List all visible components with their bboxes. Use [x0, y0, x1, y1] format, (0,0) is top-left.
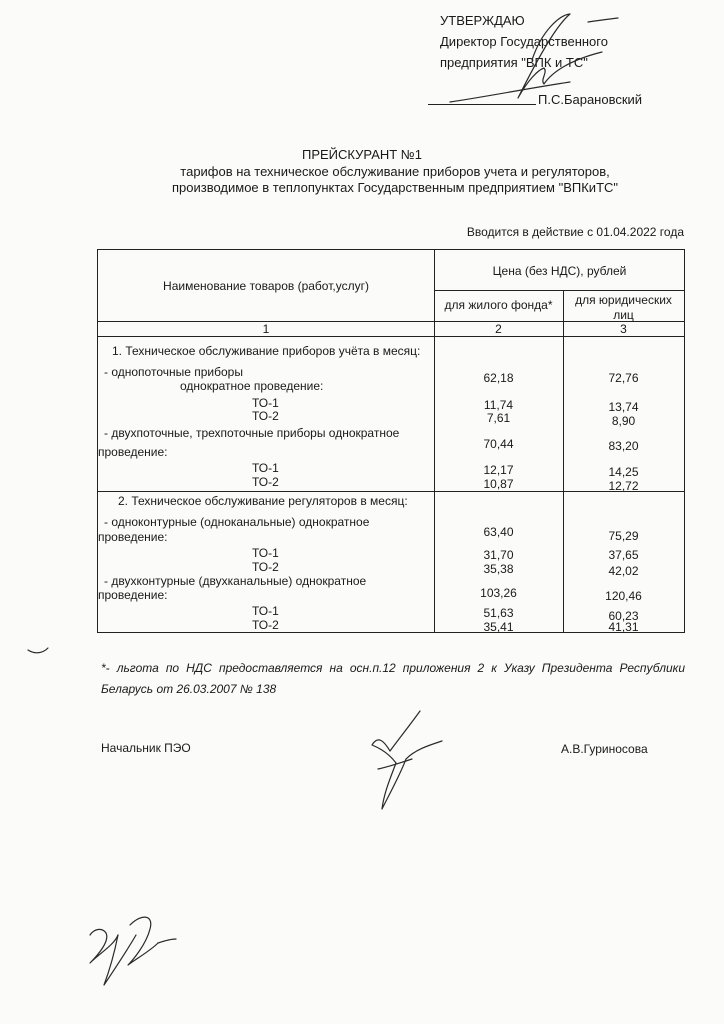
approval-position-line1: Директор Государственного — [440, 34, 608, 49]
s1-item1-to1: ТО-1 — [252, 396, 279, 410]
s2-item2-to1-res: 51,63 — [483, 606, 514, 620]
approval-word: УТВЕРЖДАЮ — [440, 13, 525, 28]
director-signature — [420, 10, 620, 120]
s1-item2-to2-legal: 12,72 — [608, 479, 639, 493]
s2-item2-label-line1: - двухконтурные (двухканальные) однократное — [104, 574, 367, 588]
s1-item2-to1-legal: 14,25 — [608, 465, 639, 479]
initials-signature — [80, 905, 180, 995]
header-legal-line1: для юридических — [575, 293, 672, 307]
approval-position-line2: предприятия "ВПК и ТС" — [440, 55, 588, 70]
s1-item1-to1-legal: 13,74 — [608, 400, 639, 414]
s1-item1-to2-legal: 8,90 — [611, 414, 636, 428]
s1-item1-price-legal: 72,76 — [608, 371, 639, 385]
s2-item1-price-legal: 75,29 — [608, 529, 639, 543]
s1-item2-price-legal: 83,20 — [608, 439, 639, 453]
header-residential: для жилого фонда* — [444, 298, 553, 312]
header-name: Наименование товаров (работ,услуг) — [163, 279, 369, 293]
s2-item1-label-line1: - одноконтурные (одноканальные) однократное — [104, 515, 370, 529]
s2-item2-to1: ТО-1 — [252, 604, 279, 618]
s2-item1-to1-res: 31,70 — [483, 548, 514, 562]
s2-item2-to2-legal: 41,31 — [608, 620, 639, 634]
signatory-position: Начальник ПЭО — [101, 741, 191, 755]
s1-item2-to2-res: 10,87 — [483, 477, 514, 491]
header-legal-line2: лиц — [613, 308, 634, 322]
s1-item2-price-res: 70,44 — [483, 437, 514, 451]
s1-item1-to1-res: 11,74 — [483, 398, 514, 412]
s2-item2-price-res: 103,26 — [480, 586, 517, 600]
s2-item2-label-line2: проведение: — [98, 588, 168, 602]
s2-item2-to1-legal: 60,23 — [608, 609, 639, 623]
doc-title: ПРЕЙСКУРАНТ №1 — [302, 147, 422, 162]
s1-item1-to2-res: 7,61 — [486, 411, 511, 425]
s2-item1-to2: ТО-2 — [252, 560, 279, 574]
header-price: Цена (без НДС), рублей — [492, 264, 627, 278]
s2-item1-to1-legal: 37,65 — [608, 548, 639, 562]
col-number-1: 1 — [262, 322, 270, 336]
section1-title: 1. Техническое обслуживание приборов учёта в месяц: — [112, 344, 421, 358]
s2-item1-to2-legal: 42,02 — [608, 564, 639, 578]
s1-item1-to2: ТО-2 — [252, 409, 279, 423]
col-number-2: 2 — [495, 322, 502, 336]
section2-title: 2. Техническое обслуживание регуляторов в месяц: — [118, 494, 408, 508]
s1-item2-label-line2: проведение: — [98, 445, 168, 459]
s1-item1-sub: однократное проведение: — [180, 379, 324, 393]
approval-name: П.С.Барановский — [538, 92, 643, 107]
effective-date: Вводится в действие с 01.04.2022 года — [466, 225, 684, 239]
pe0-signature — [360, 705, 460, 815]
s2-item2-price-legal: 120,46 — [605, 589, 642, 603]
footnote-line1: *- льгота по НДС предоставляется на осн.п.12 приложения 2 к Указу Президента Республики — [101, 661, 685, 675]
s1-item2-to2: ТО-2 — [252, 475, 279, 489]
margin-mark — [24, 640, 54, 660]
s2-item2-to2-res: 35,41 — [483, 620, 514, 634]
col-number-3: 3 — [620, 322, 627, 336]
s1-item2-to1-res: 12,17 — [483, 463, 514, 477]
doc-subtitle-line1: тарифов на техническое обслуживание приборов учета и регуляторов, — [180, 164, 610, 179]
doc-subtitle-line2: производимое в теплопунктах Государственным предприятием "ВПКиТС" — [171, 180, 619, 195]
s1-item1-price-res: 62,18 — [483, 371, 514, 385]
s1-item2-to1: ТО-1 — [252, 461, 279, 475]
s1-item1-label: - однопоточные приборы — [104, 365, 243, 379]
s1-item2-label-line1: - двухпоточные, трехпоточные приборы однократное — [104, 426, 400, 440]
s2-item1-price-res: 63,40 — [483, 525, 514, 539]
s2-item1-to1: ТО-1 — [252, 546, 279, 560]
s2-item1-to2-res: 35,38 — [483, 562, 514, 576]
s2-item1-label-line2: проведение: — [98, 530, 168, 544]
s2-item2-to2: ТО-2 — [252, 618, 279, 632]
footnote-line2: Беларусь от 26.03.2007 № 138 — [101, 682, 277, 696]
signatory-name: А.В.Гуриносова — [561, 742, 648, 756]
